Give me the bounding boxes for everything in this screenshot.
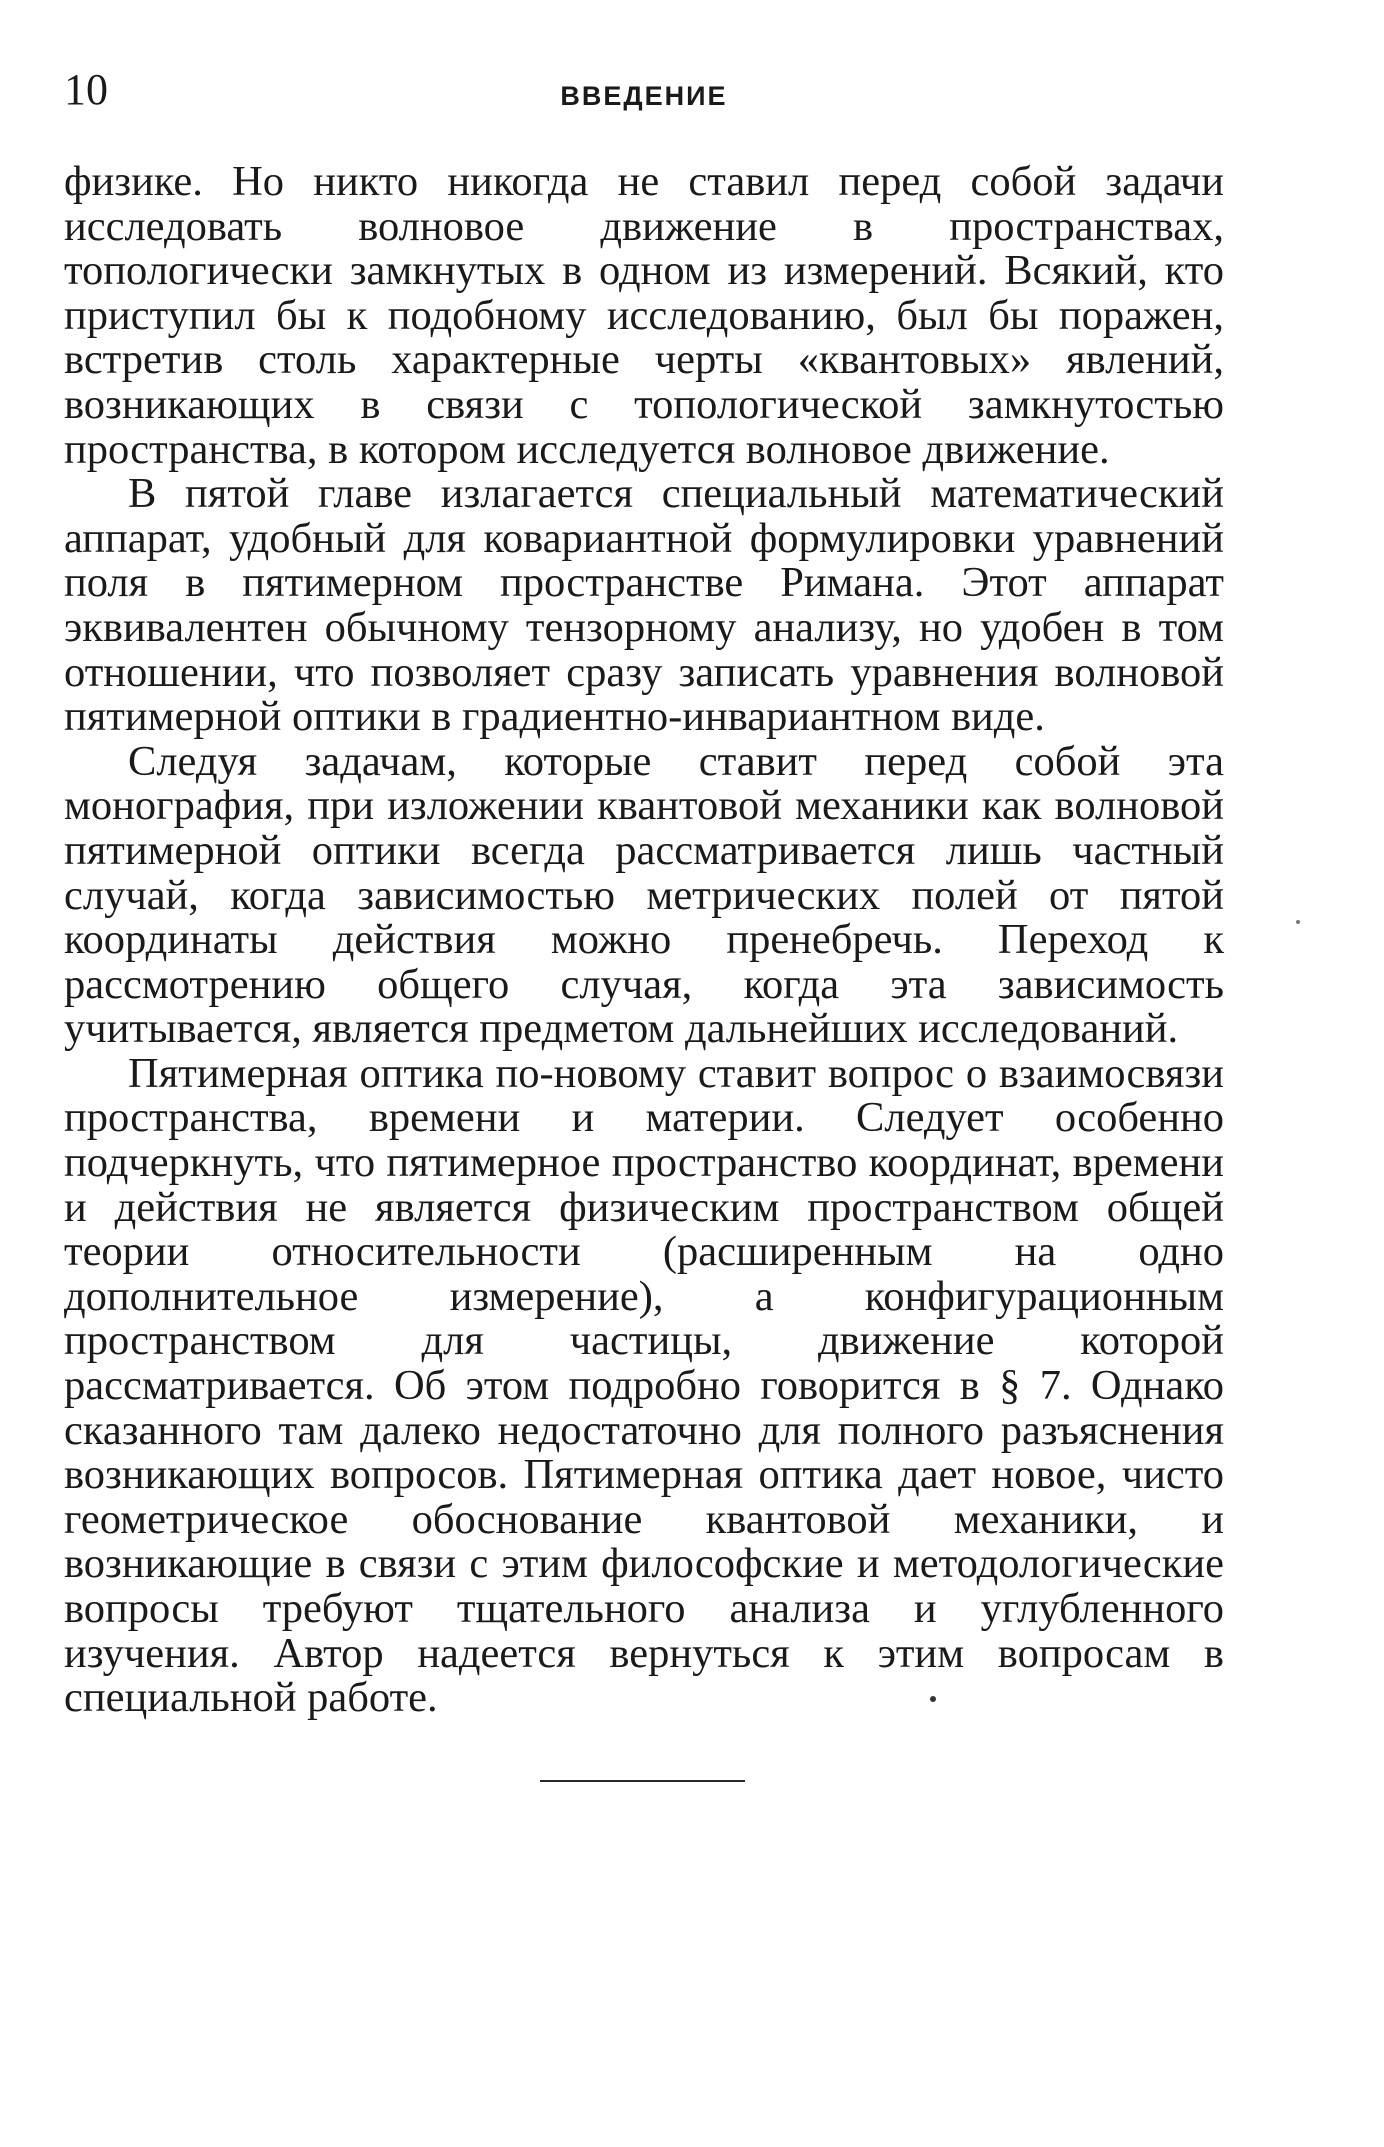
page-number: 10 bbox=[64, 65, 108, 114]
body-text bbox=[64, 160, 1224, 1721]
end-rule-divider bbox=[540, 1780, 745, 1782]
print-speck bbox=[930, 1696, 936, 1702]
paragraph: Следуя задачам, которые ставит перед собой эта монография, при изложении квантовой механики как волновой пятимерной оптики всегда рассматривается лишь частный случай, когда зависимостью метрических полей от пятой координаты действия можно пренебречь. Переход к рассмотрению общего случая, когда эта зависимость учитывается, является предметом дальнейших исследований. bbox=[64, 737, 1224, 1053]
book-page bbox=[64, 60, 1224, 1721]
paragraph: В пятой главе излагается специальный математический аппарат, удобный для ковариантной формулировки уравнений поля в пятимерном пространстве Римана. Этот аппарат эквивалентен обычному тензорному анализу, но удобен в том отношении, что позволяет сразу записать уравнения волновой пятимерной оптики в градиентно-инвариантном виде. bbox=[64, 470, 1224, 741]
paragraph: Пятимерная оптика по-новому ставит вопрос о взаимосвязи пространства, времени и материи. Следует особенно подчеркнуть, что пятимерное пространство координат, времени и действия не является физическим пространством общей теории относительности (расширенным на одно дополнительное измерение), а конфигурационным пространством для частицы, движение которой рассматривается. Об этом подробно говорится в § 7. Однако сказанного там далеко недостаточно для полного разъяснения возникающих вопросов. Пятимерная оптика дает новое, чисто геометрическое обоснование квантовой механики, и возникающие в связи с этим философские и методологические вопросы требуют тщательного анализа и углубленного изучения. Автор надеется вернуться к этим вопросам в специальной работе. bbox=[64, 1049, 1224, 1722]
section-title: ВВЕДЕНИЕ bbox=[560, 81, 728, 111]
running-head bbox=[64, 60, 1224, 120]
print-speck bbox=[1296, 920, 1300, 924]
paragraph-continued: физике. Но никто никогда не ставил перед собой задачи исследовать волновое движение в пространствах, топологически замкнутых в одном из измерений. Всякий, кто приступил бы к подобному исследованию, был бы поражен, встретив столь характерные черты «квантовых» явлений, возникающих в связи с топологической замкнутостью пространства, в котором исследуется волновое движение. bbox=[64, 158, 1224, 473]
